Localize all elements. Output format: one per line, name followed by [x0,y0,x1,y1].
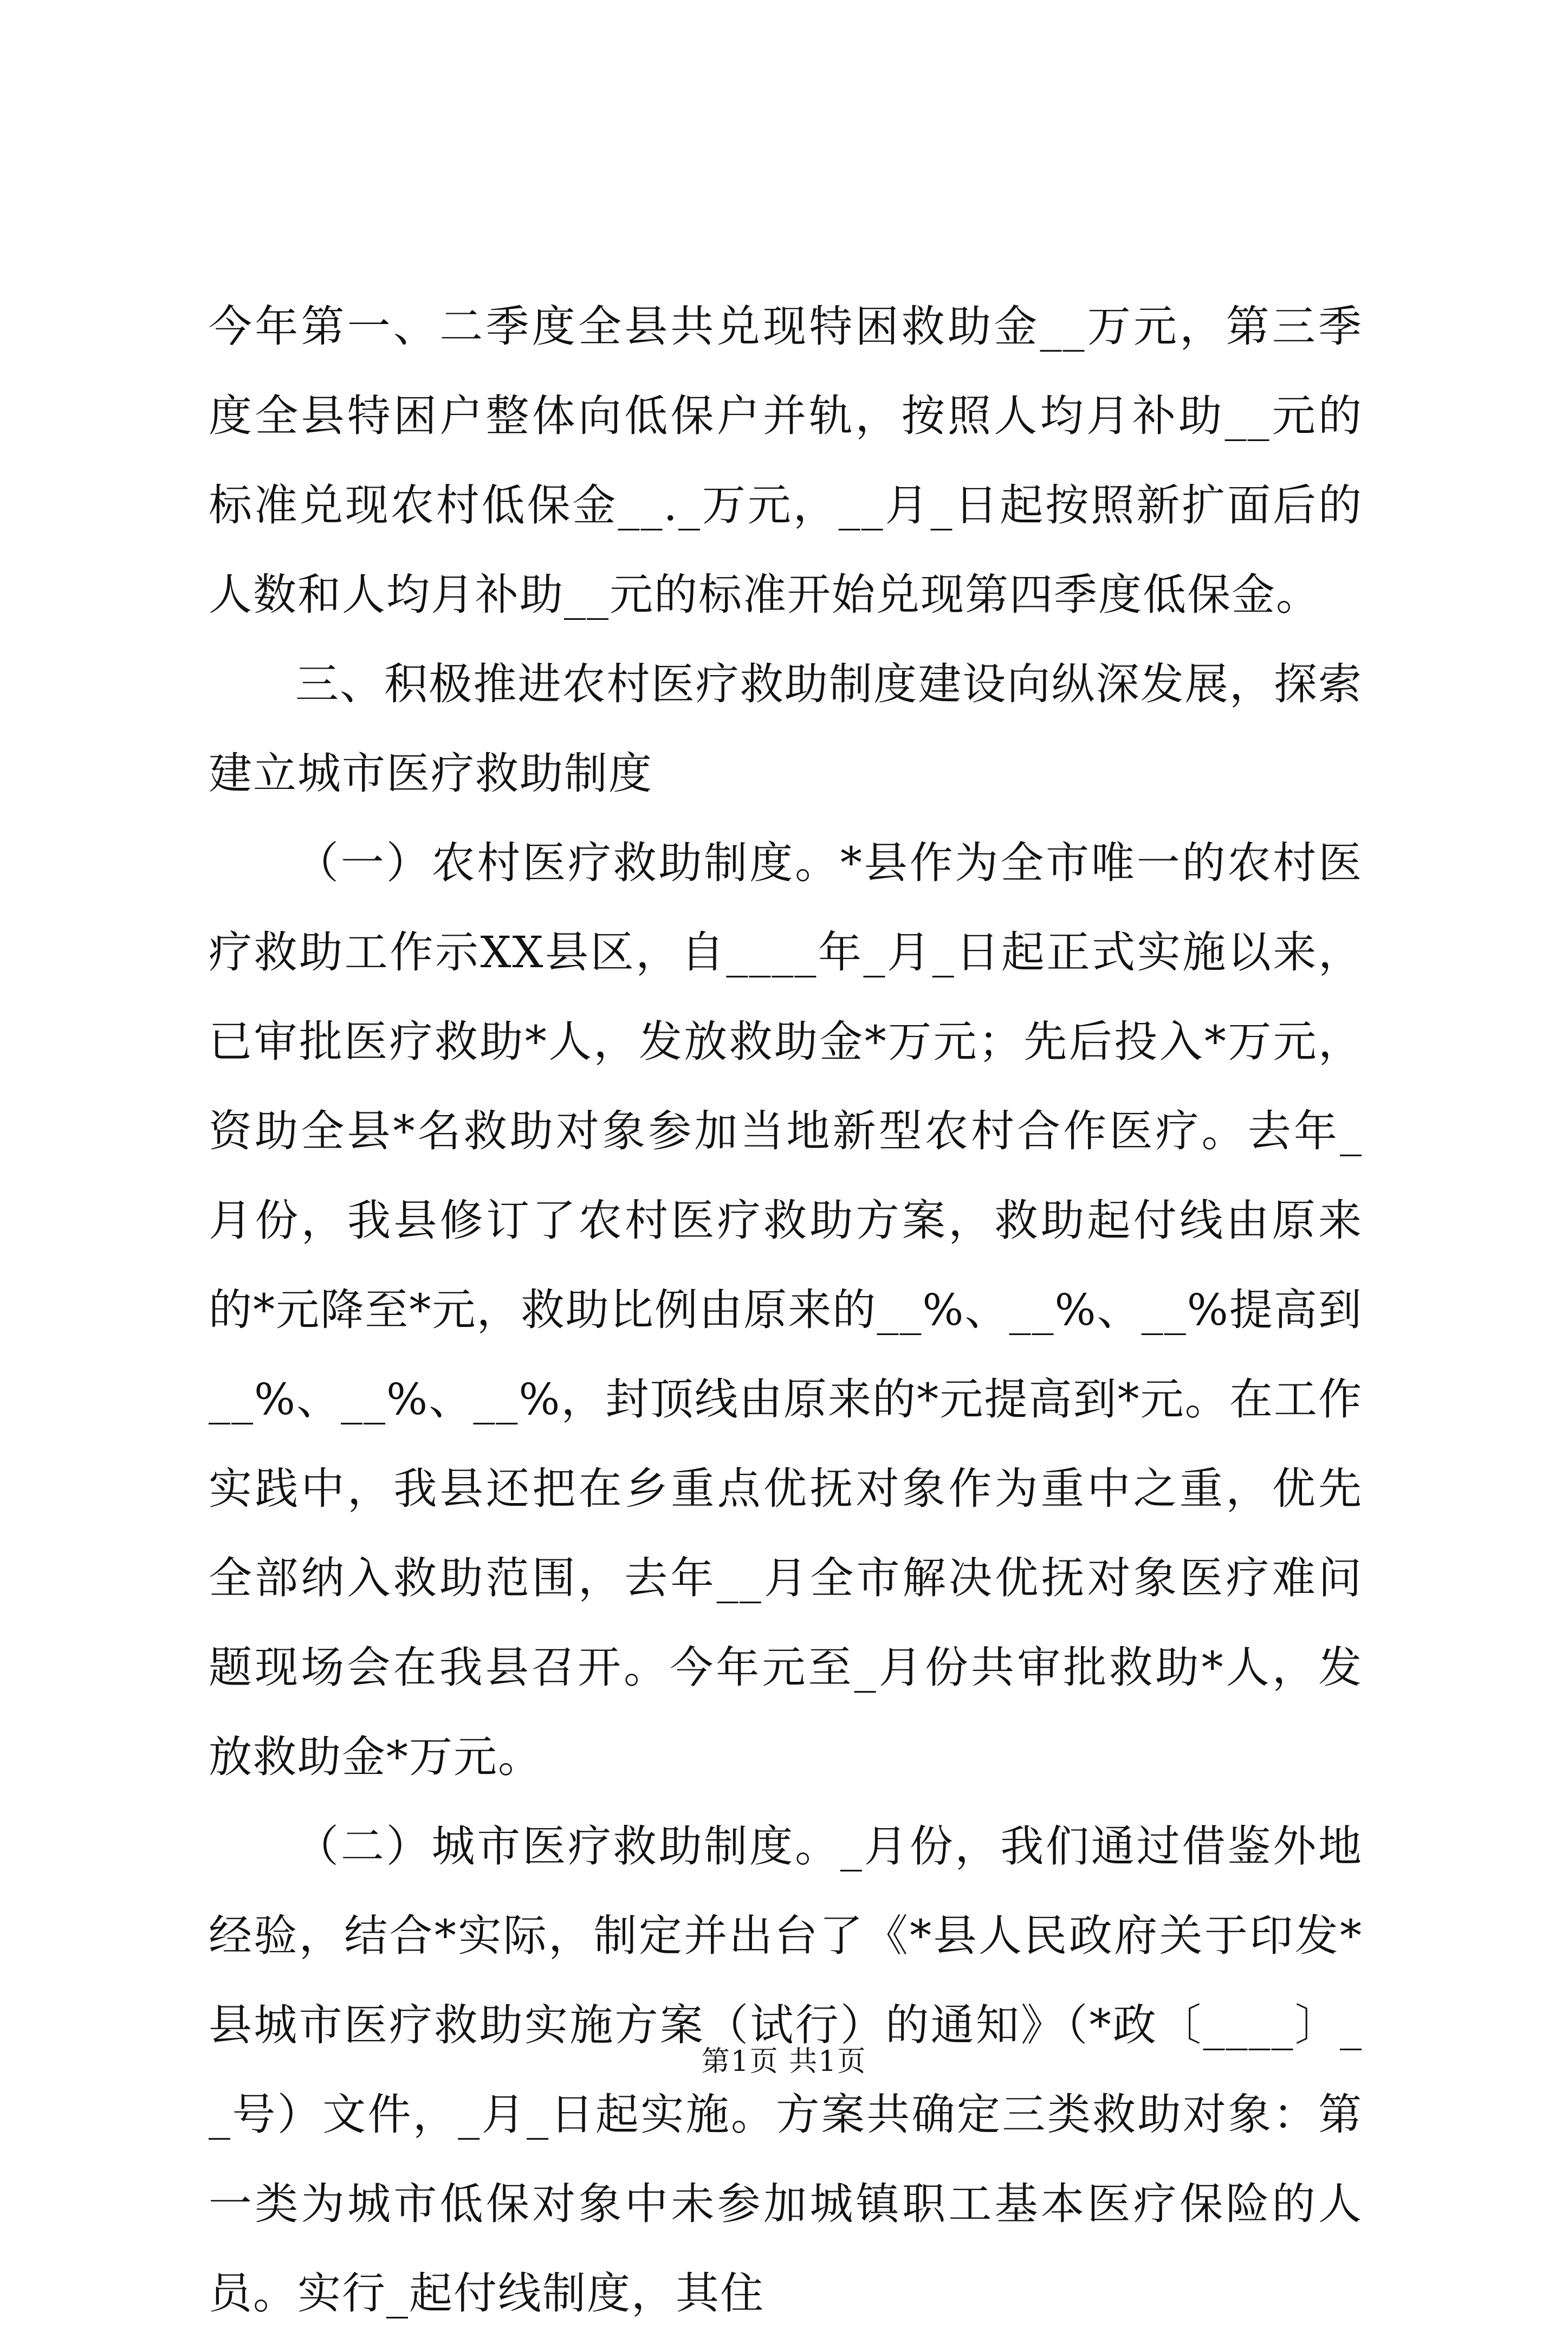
page-number-footer: 第1页 共1页 [701,2045,867,2078]
paragraph-urban-medical-assistance: （二）城市医疗救助制度。_月份，我们通过借鉴外地经验，结合*实际，制定并出台了《*县人民政府关于印发*县城市医疗救助实施方案（试行）的通知》（*政〔____〕__号）文件，_月_日起实施。方案共确定三类救助对象：第一类为城市低保对象中未参加城镇职工基本医疗保险的人员。实行_起付线制度，其住 [209,1821,1363,2318]
paragraph-rural-medical-assistance: （一）农村医疗救助制度。*县作为全市唯一的农村医疗救助工作示XX县区，自____年_月_日起正式实施以来，已审批医疗救助*人，发放救助金*万元；先后投入*万元，资助全县*名救助对象参加当地新型农村合作医疗。去年_月份，我县修订了农村医疗救助方案，救助起付线由原来的*元降至*元，救助比例由原来的__%、__%、__%提高到__%、__%、__%，封顶线由原来的*元提高到*元。在工作实践中，我县还把在乡重点优抚对象作为重中之重，优先全部纳入救助范围，去年__月全市解决优抚对象医疗难问题现场会在我县召开。今年元至_月份共审批救助*人，发放救助金*万元。 [209,838,1363,1782]
paragraph-rural-subsidy-continuation: 今年第一、二季度全县共兑现特困救助金__万元，第三季度全县特困户整体向低保户并轨，按照人均月补助__元的标准兑现农村低保金__._万元，__月_日起按照新扩面后的人数和人均月补助__元的标准开始兑现第四季度低保金。 [209,301,1363,620]
section-heading-medical-assistance: 三、积极推进农村医疗救助制度建设向纵深发展，探索建立城市医疗救助制度 [209,659,1363,799]
document-body [209,282,1363,2338]
